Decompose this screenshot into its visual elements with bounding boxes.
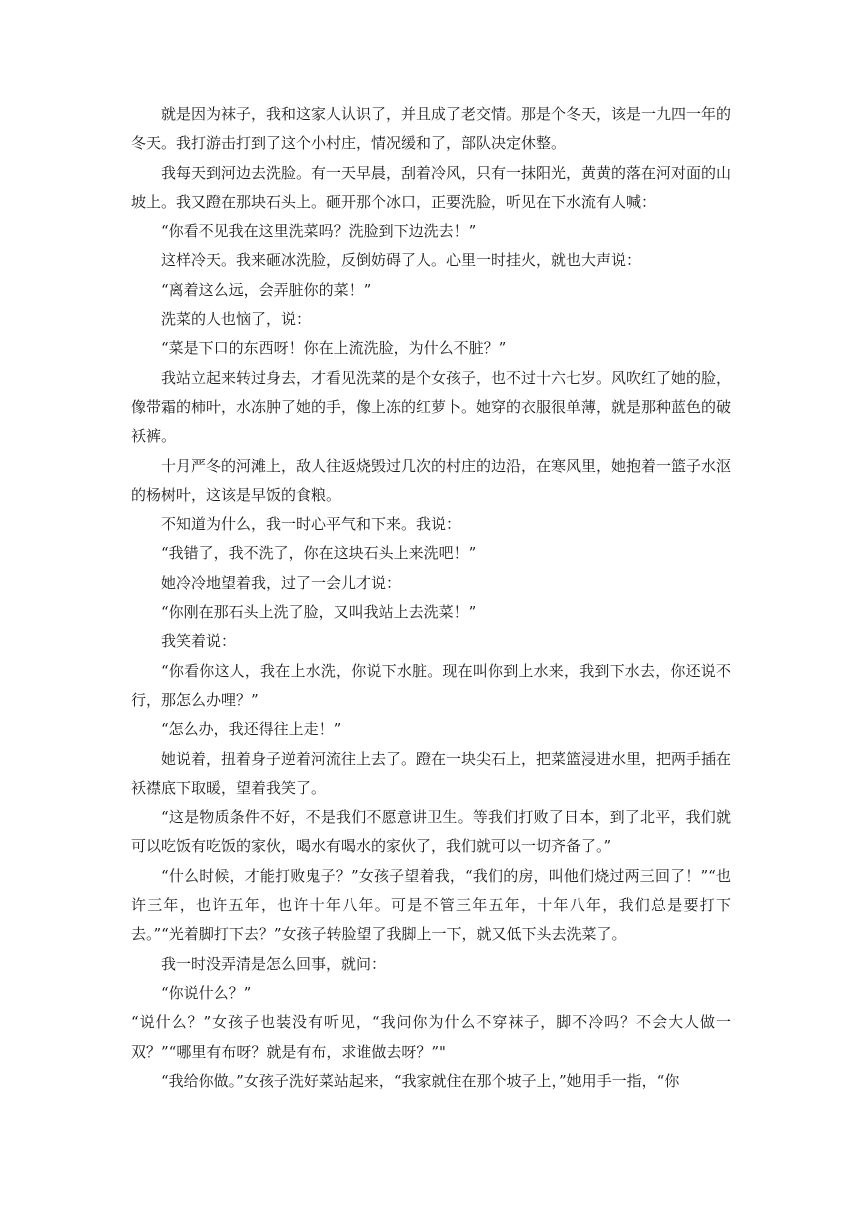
paragraph: 这样冷天。我来砸冰洗脸，反倒妨碍了人。心里一时挂火，就也大声说： — [161, 251, 642, 270]
paragraph: “我给你做。”女孩子洗好菜站起来，“我家就住在那个坡子上，”她用手一指，“你 — [161, 1071, 680, 1090]
paragraph: “什么时候，才能打败鬼子？”女孩子望着我，“我们的房，叫他们烧过两三回了！”“也许三年，也许五年，也许十年八年。可是不管三年五年，十年八年，我们总是要打下去。”“光着脚打下去？”女孩子转脸望了我脚上一下，就又低下头去洗菜了。 — [131, 866, 731, 944]
paragraph: 我笑着说： — [161, 632, 237, 651]
document-page — [131, 100, 731, 1096]
paragraph: “怎么办，我还得往上走！” — [161, 720, 342, 739]
paragraph: 我一时没弄清是怎么回事，就问： — [161, 954, 387, 973]
paragraph: “你看你这人，我在上水洗，你说下水脏。现在叫你到上水来，我到下水去，你还说不行，那怎么办哩？” — [131, 661, 731, 709]
paragraph: 就是因为袜子，我和这家人认识了，并且成了老交情。那是个冬天，该是一九四一年的冬天。我打游击打到了这个小村庄，情况缓和了，部队决定休整。 — [131, 105, 732, 153]
paragraph: 十月严冬的河滩上，敌人往返烧毁过几次的村庄的边沿，在寒风里，她抱着一篮子水沤的杨树叶，这该是早饭的食粮。 — [131, 456, 732, 504]
paragraph: 我站立起来转过身去，才看见洗菜的是个女孩子，也不过十六七岁。风吹红了她的脸，像带霜的柿叶，水冻肿了她的手，像上冻的红萝卜。她穿的衣服很单薄，就是那种蓝色的破袄裤。 — [131, 368, 732, 446]
paragraph: “你看不见我在这里洗菜吗？洗脸到下边洗去！” — [161, 222, 477, 241]
paragraph: 我每天到河边去洗脸。有一天早晨，刮着冷风，只有一抹阳光，黄黄的落在河对面的山坡上。我又蹬在那块石头上。砸开那个冰口，正要洗脸，听见在下水流有人喊： — [131, 163, 732, 211]
paragraph: “离着这么远，会弄脏你的菜！” — [161, 280, 372, 299]
paragraph: “你说什么？” — [161, 983, 252, 1002]
paragraph: “你刚在那石头上洗了脸，又叫我站上去洗菜！” — [161, 603, 477, 622]
paragraph: 她说着，扭着身子逆着河流往上去了。蹬在一块尖石上，把菜篮浸进水里，把两手插在袄襟底下取暖，望着我笑了。 — [131, 749, 732, 797]
paragraph: 她冷冷地望着我，过了一会儿才说： — [161, 573, 402, 592]
paragraph: 洗菜的人也恼了，说： — [161, 310, 312, 329]
paragraph: “这是物质条件不好，不是我们不愿意讲卫生。等我们打败了日本，到了北平，我们就可以吃饭有吃饭的家伙，喝水有喝水的家伙了，我们就可以一切齐备了。” — [131, 808, 731, 856]
paragraph: “我错了，我不洗了，你在这块石头上来洗吧！” — [161, 544, 477, 563]
paragraph: “菜是下口的东西呀！你在上流洗脸，为什么不脏？” — [161, 339, 507, 358]
paragraph: 不知道为什么，我一时心平气和下来。我说： — [161, 515, 462, 534]
paragraph: “说什么？”女孩子也装没有听见，“我问你为什么不穿袜子，脚不冷吗？不会大人做一双？”“哪里有布呀？就是有布，求谁做去呀？”" — [131, 1013, 731, 1061]
